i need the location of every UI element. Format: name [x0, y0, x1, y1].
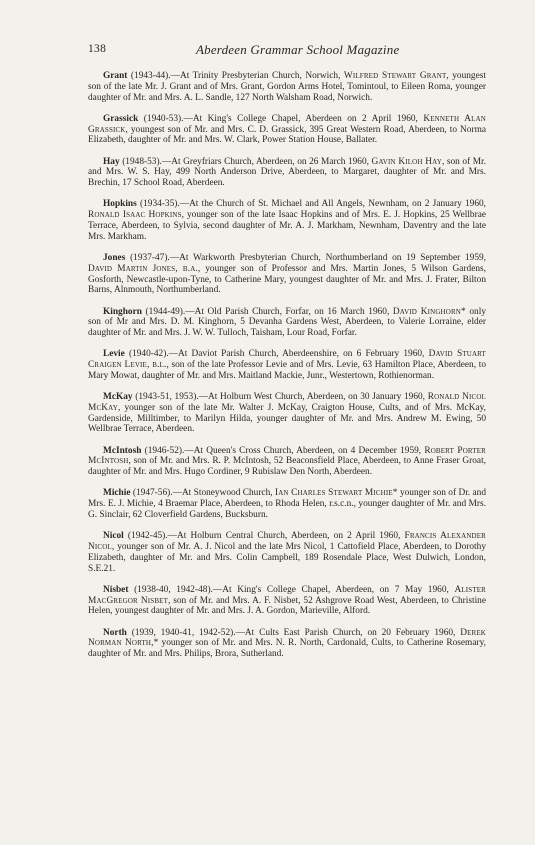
entry-surname: Kinghorn: [103, 306, 142, 317]
entry-groom-name: Kenneth Alan Grassick: [88, 113, 486, 135]
marriage-entry: [88, 71, 486, 103]
entry-years: (1940-42).: [124, 349, 169, 360]
entry-surname: Levie: [103, 349, 125, 360]
marriage-entry: [88, 488, 486, 520]
entry-text: —At King's College Chapel, Aberdeen, on 7 May 1960,: [212, 584, 455, 595]
entry-text: —At Queen's Cross Church, Aberdeen, on 4 December 1959,: [184, 445, 425, 456]
entry-text: , son of Mr. and Mrs. W. S. Hay, 499 North Anderson Drive, Aberdeen, to Margaret, daughter of Mr. and Mrs. Brechin, 17 School Road, Aberdeen.: [88, 156, 486, 189]
entry-text: —At Daviot Parish Church, Aberdeenshire, on 6 February 1960,: [168, 349, 429, 360]
entry-text: , son of Mr. and Mrs. A. F. Nisbet, 52 Ashgrove Road West, Aberdeen, to Christine Helen, youngest daughter of Mr. and Mrs. J. A. Gordon, Marieville, Alford.: [88, 595, 486, 617]
entry-text: younger son of Mr. and Mrs. N. R. North, Cardonald, Cults, to Catherine Rosemary, daughter of Mr. and Mrs. Philips, Brora, Sutherland.: [88, 638, 486, 660]
marriage-entry: [88, 392, 486, 435]
entry-years: (1938-40, 1942-48).: [128, 584, 213, 595]
entry-text: —At Stoneywood Church,: [172, 488, 275, 499]
marriage-entry: [88, 114, 486, 146]
marriage-entry: [88, 157, 486, 189]
entry-text: —At Holburn Central Church, Aberdeen, on 2 April 1960,: [167, 531, 405, 542]
marriage-entry: [88, 531, 486, 574]
entry-surname: Hay: [103, 156, 120, 167]
entry-years: (1940-53).: [138, 113, 184, 124]
entry-text: , younger son of the late Isaac Hopkins and of Mrs. E. J. Hopkins, 25 Wellbrae Terrace, Aberdeen, to Sylvia, second daughter of Mr. A. J. Markham, Newnham, Daventry and the late Mrs. Markham.: [88, 210, 486, 242]
page-number: 138: [88, 43, 107, 55]
entry-groom-name: David Martin Jones, b.a.: [88, 263, 198, 274]
entry-surname: Jones: [103, 252, 126, 263]
entry-surname: Grassick: [103, 113, 139, 124]
entry-surname: Nicol: [103, 531, 124, 542]
entry-years: (1946-52).: [141, 445, 185, 456]
entry-years: (1943-51, 1953).: [132, 392, 199, 403]
entry-groom-name: Gavin Kiloh Hay: [371, 156, 442, 167]
entry-text: —At the Church of St. Michael and All Angels, Newnham, on 2 January 1960,: [179, 199, 486, 210]
entry-text: —At Old Parish Church, Forfar, on 16 March 1960,: [185, 306, 393, 317]
page-header: [88, 43, 486, 63]
entry-text: —At Trinity Presbyterian Church, Norwich,: [170, 71, 344, 81]
entry-text: , younger son of Mr. A. J. Nicol and the late Mrs Nicol, 1 Cattofield Place, Aberdeen, to Dorothy Elizabeth, daughter of Mr. and Mrs. Colin Campbell, 189 Rosendale Place, West Dulwich, London, S.E.21.: [88, 542, 486, 574]
entry-years: (1944-49).: [141, 306, 186, 317]
entry-groom-name: Alister MacGregor Nisbet: [88, 584, 486, 606]
entry-text: , son of the late Professor Levie and of Mrs. Levie, 63 Hamilton Place, Aberdeen, to Mary Mowat, daughter of Mr. and Mrs. Maitland Mackie, Junr., Westertown, Rothienorman.: [88, 360, 486, 381]
entry-groom-name: Francis Alexander Nicol: [88, 531, 486, 552]
entry-text: younger son of Dr. and Mrs. E. J. Michie, 4 Braemar Place, Aberdeen, to Rhoda Helen, r.s.c.n., younger daughter of Mr. and Mrs. G. Sinclair, 62 Cloverfield Gardens, Bucksburn.: [88, 488, 486, 521]
entry-groom-name: Ronald Isaac Hopkins: [88, 210, 182, 221]
marriage-entry: [88, 253, 486, 296]
entry-text: —At Greyfriars Church, Aberdeen, on 26 March 1960,: [161, 156, 372, 167]
marriage-entry: [88, 585, 486, 617]
entry-groom-name: Ronald Nicol McKay: [88, 392, 486, 413]
entry-years: (1934-35).: [136, 199, 180, 210]
entry-years: (1948-53).: [119, 156, 162, 167]
entry-surname: Grant: [103, 71, 128, 81]
marriage-entry: [88, 446, 486, 478]
entry-surname: Nisbet: [103, 584, 129, 595]
entry-groom-name: Ian Charles Stewart Michie*: [274, 488, 398, 499]
entry-text: —At Warkworth Presbyterian Church, Northumberland on 19 September 1959,: [169, 252, 486, 263]
entry-text: , son of Mr. and Mrs. R. P. McIntosh, 52 Beaconsfield Place, Aberdeen, to Anne Fraser Groat, daughter of Mr. and Mrs. Hugo Cordiner, 9 Rubislaw Den North, Aberdeen.: [88, 456, 486, 478]
entry-surname: North: [103, 627, 127, 638]
marriage-entry: [88, 628, 486, 660]
entry-surname: Michie: [103, 488, 131, 499]
entry-groom-name: David Stuart Craigen Levie, b.l.: [88, 349, 486, 371]
entry-text: —At King's College Chapel, Aberdeen on 2 April 1960,: [183, 113, 424, 124]
entry-text: only son of Mr and Mrs. D. M. Kinghorn, 5 Devanha Gardens West, Aberdeen, to Valerie Lorraine, elder daughter of Mr. and Mrs. J. W. W. Tulloch, Taisham, Lour Road, Forfar.: [88, 306, 487, 339]
entry-text: —At Holburn West Church, Aberdeen, on 30 January 1960,: [198, 392, 428, 403]
entry-text: , youngest son of the late Mr. J. Grant and of Mrs. Grant, Gordon Arms Hotel, Tomintoul, to Eileen Roma, younger daughter of Mr. and Mrs. A. L. Sandle, 127 North Walsham Road, Norwich.: [88, 71, 486, 103]
entry-groom-name: David Kinghorn*: [392, 306, 466, 317]
entry-groom-name: Robert Porter McIntosh: [88, 445, 486, 467]
entry-groom-name: Wilfred Stewart Grant: [343, 71, 447, 81]
marriage-entry: [88, 307, 486, 339]
running-head: Aberdeen Grammar School Magazine: [196, 42, 400, 57]
entry-text: , younger son of the late Mr. Walter J. McKay, Craigton House, Cults, and of Mrs. McKay, Gardenside, Milltimber, to Marilyn Hilda, younger daughter of Mr. and Mrs. Andrew M. Ewing, 50 Wellbrae Terrace, Aberdeen.: [88, 402, 486, 435]
entry-surname: McKay: [103, 392, 133, 403]
marriage-entry: [88, 199, 486, 242]
entry-surname: Hopkins: [103, 199, 137, 210]
entry-text: , youngest son of Mr. and Mrs. C. D. Grassick, 395 Great Western Road, Aberdeen, to Norma Elizabeth, daughter of Mr. and Mrs. W. Clark, Power Station House, Ballater.: [88, 124, 486, 146]
entry-years: (1942-45).: [123, 531, 168, 542]
entry-years: (1943-44).: [127, 71, 171, 81]
entry-surname: McIntosh: [103, 445, 142, 456]
entry-years: (1937-47).: [125, 252, 170, 263]
marriage-entries: [88, 71, 486, 660]
entry-text: , younger son of Professor and Mrs. Martin Jones, 5 Wilson Gardens, Gosforth, Newcastle-upon-Tyne, to Catherine Mary, youngest daughter of Mr. and Mrs. J. Frater, Bilton Barns, Alnmouth, Northumberland.: [88, 263, 486, 296]
marriage-entry: [88, 349, 486, 381]
entry-years: (1939, 1940-41, 1942-52).: [126, 627, 236, 638]
entry-text: —At Cults East Parish Church, on 20 February 1960,: [235, 627, 461, 638]
entry-years: (1947-56).: [130, 488, 173, 499]
entry-groom-name: Derek Norman North,*: [88, 627, 486, 649]
